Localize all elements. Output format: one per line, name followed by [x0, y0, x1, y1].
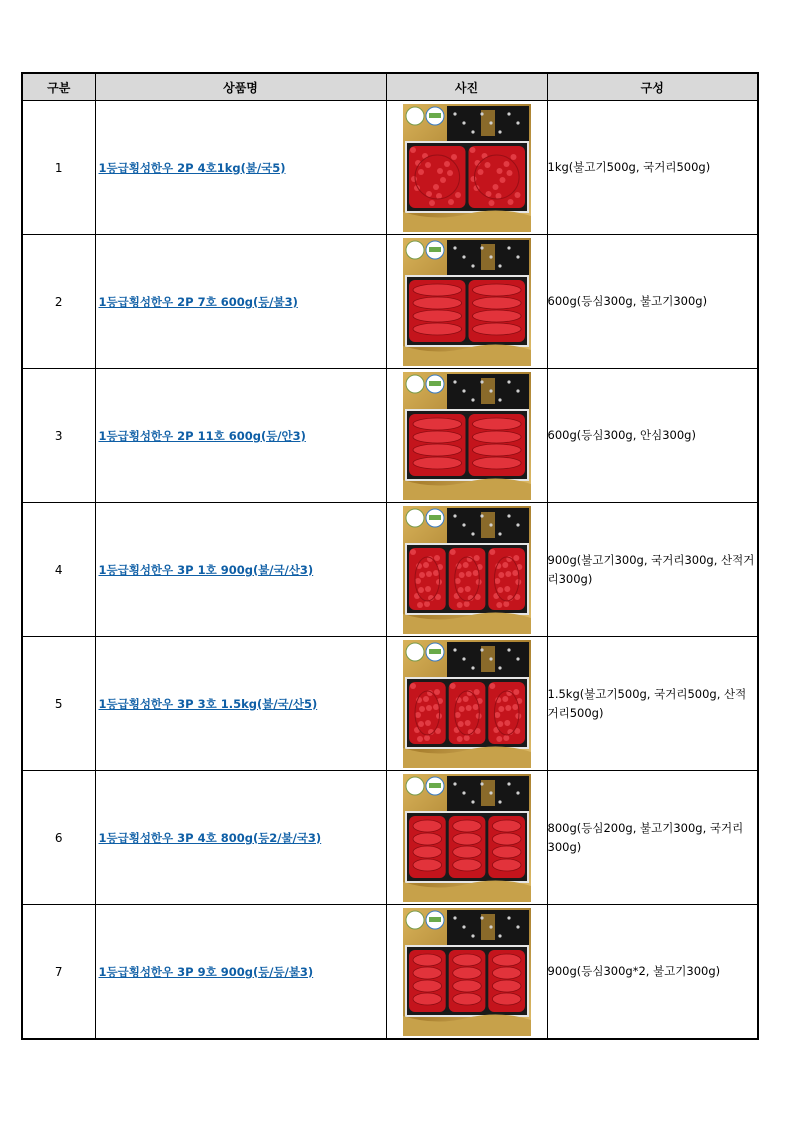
table-row — [22, 503, 758, 637]
gift-set-photo — [403, 640, 531, 768]
gift-set-photo — [403, 104, 531, 232]
gift-set-photo — [403, 774, 531, 902]
product-name-cell — [95, 637, 386, 771]
header-row — [22, 73, 758, 101]
row-number: 2 — [22, 235, 95, 369]
product-name-link[interactable]: 1등급횡성한우 2P 4호1kg(불/국5) — [98, 160, 286, 175]
row-number: 6 — [22, 771, 95, 905]
header-name: 상품명 — [95, 73, 386, 101]
row-number: 7 — [22, 905, 95, 1040]
table-row — [22, 637, 758, 771]
table-row — [22, 101, 758, 235]
row-number: 3 — [22, 369, 95, 503]
gift-set-photo — [403, 506, 531, 634]
product-name-link[interactable]: 1등급횡성한우 2P 7호 600g(등/불3) — [98, 294, 298, 309]
product-photo-cell — [386, 101, 547, 235]
product-composition: 1.5kg(불고기500g, 국거리500g, 산적거리500g) — [547, 637, 758, 771]
product-photo-cell — [386, 637, 547, 771]
table-row — [22, 235, 758, 369]
row-number: 5 — [22, 637, 95, 771]
product-name-link[interactable]: 1등급횡성한우 3P 3호 1.5kg(불/국/산5) — [98, 696, 318, 711]
gift-set-photo — [403, 238, 531, 366]
product-name-cell — [95, 369, 386, 503]
product-name-link[interactable]: 1등급횡성한우 3P 1호 900g(불/국/산3) — [98, 562, 314, 577]
row-number: 1 — [22, 101, 95, 235]
product-composition: 900g(등심300g*2, 불고기300g) — [547, 905, 758, 1040]
product-name-link[interactable]: 1등급횡성한우 3P 4호 800g(등2/불/국3) — [98, 830, 322, 845]
product-composition: 600g(등심300g, 안심300g) — [547, 369, 758, 503]
table-row — [22, 905, 758, 1040]
product-name-link[interactable]: 1등급횡성한우 2P 11호 600g(등/안3) — [98, 428, 306, 443]
row-number: 4 — [22, 503, 95, 637]
header-composition: 구성 — [547, 73, 758, 101]
product-composition: 1kg(불고기500g, 국거리500g) — [547, 101, 758, 235]
product-composition: 600g(등심300g, 불고기300g) — [547, 235, 758, 369]
product-photo-cell — [386, 235, 547, 369]
product-name-cell — [95, 101, 386, 235]
product-photo-cell — [386, 503, 547, 637]
product-name-cell — [95, 771, 386, 905]
header-photo: 사진 — [386, 73, 547, 101]
product-composition: 800g(등심200g, 불고기300g, 국거리300g) — [547, 771, 758, 905]
table-row — [22, 771, 758, 905]
product-name-link[interactable]: 1등급횡성한우 3P 9호 900g(등/등/불3) — [98, 964, 314, 979]
product-name-cell — [95, 905, 386, 1040]
header-no: 구분 — [22, 73, 95, 101]
gift-set-photo — [403, 372, 531, 500]
product-photo-cell — [386, 771, 547, 905]
product-photo-cell — [386, 905, 547, 1040]
product-composition: 900g(불고기300g, 국거리300g, 산적거리300g) — [547, 503, 758, 637]
gift-set-photo — [403, 908, 531, 1036]
product-name-cell — [95, 235, 386, 369]
product-table — [21, 72, 759, 1040]
product-photo-cell — [386, 369, 547, 503]
table-row — [22, 369, 758, 503]
product-name-cell — [95, 503, 386, 637]
